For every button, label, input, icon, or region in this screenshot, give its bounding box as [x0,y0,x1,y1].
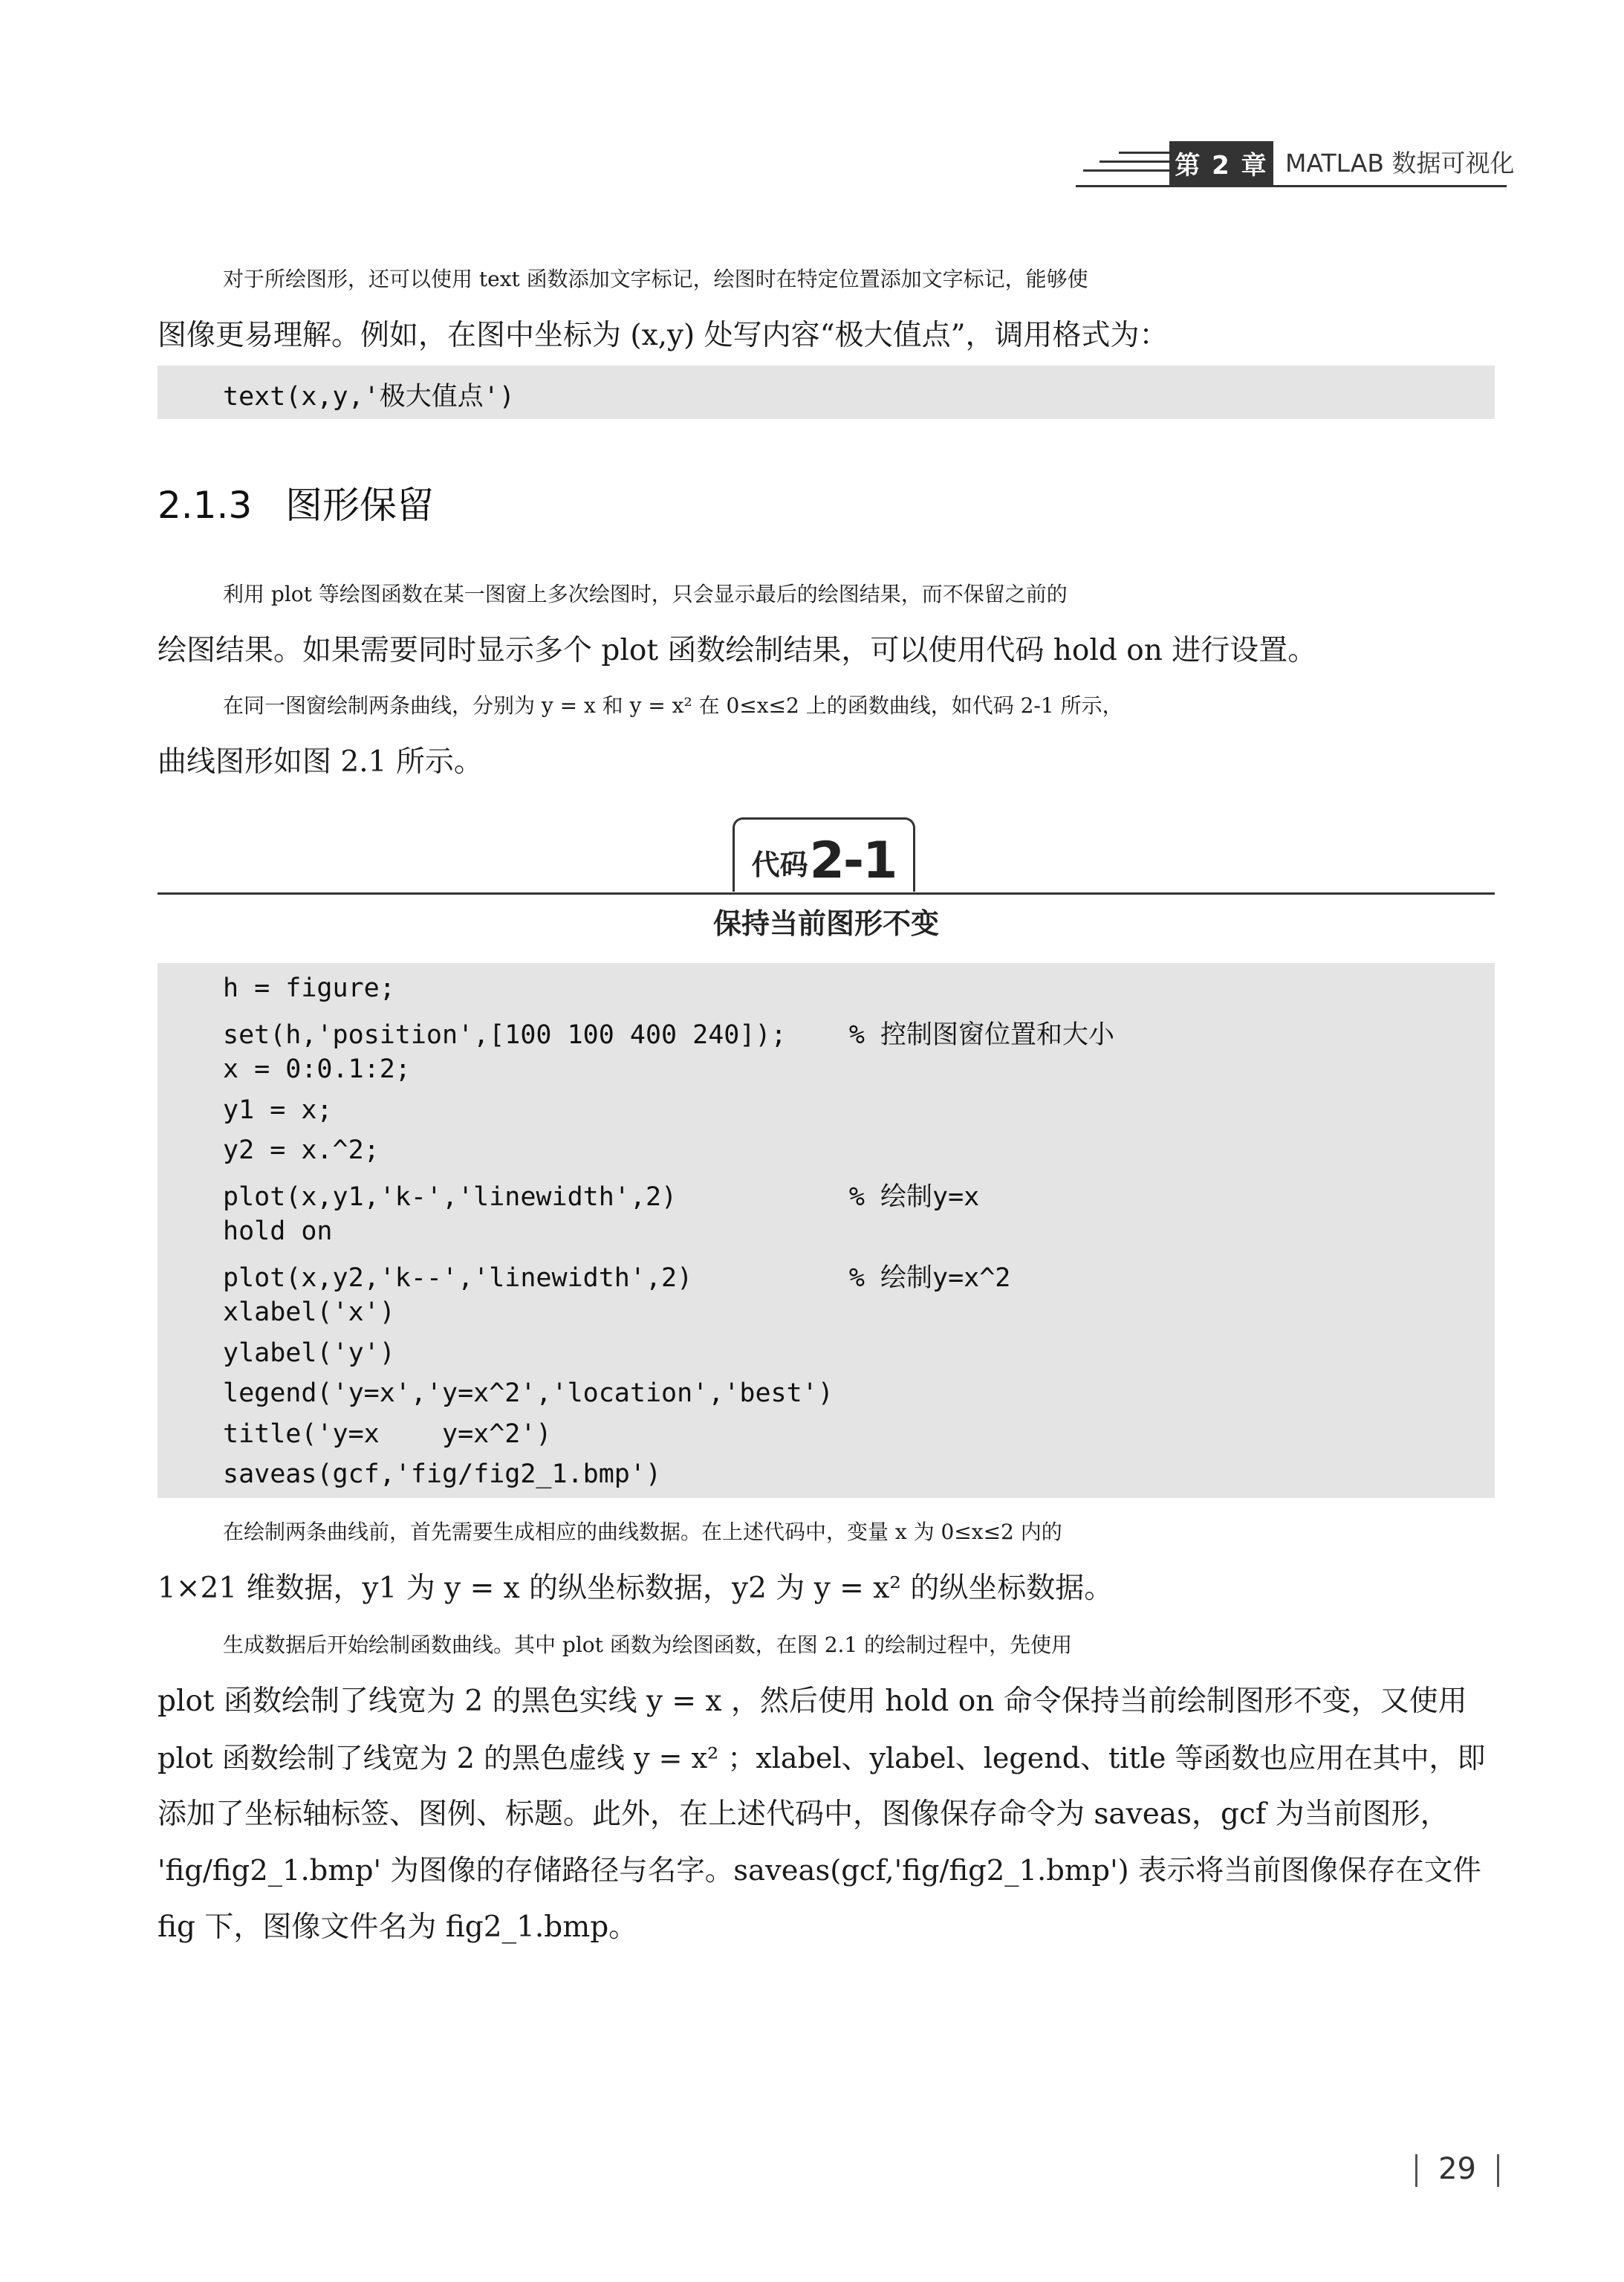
header-rule [1076,185,1507,187]
text-line: 利用 plot 等绘图函数在某一图窗上多次绘图时，只会显示最后的绘图结果，而不保留之前的 [223,582,1068,606]
code-line: set(h,'position',[100 100 400 240]); % 控制图窗位置和大小 [223,1020,1115,1050]
listing-tab-number: 2-1 [809,832,897,890]
text-line: plot 函数绘制了线宽为 2 的黑色虚线 y = x² ；xlabel、ylabel、legend、title 等函数也应用在其中，即 [157,1742,1486,1774]
code-listing [157,963,1495,1498]
listing-rule [157,892,1495,895]
running-header [1076,141,1515,187]
text-line: 对于所绘图形，还可以使用 text 函数添加文字标记，绘图时在特定位置添加文字标记，能够使 [223,267,1088,291]
code-line: hold on [223,1216,333,1246]
chapter-badge: 第 2 章 [1169,141,1273,185]
page-number-block [1394,2152,1520,2187]
section-heading [157,476,434,529]
page-number: 29 [1438,2152,1476,2186]
text-line: 在同一图窗绘制两条曲线，分别为 y = x 和 y = x² 在 0≤x≤2 上的函数曲线，如代码 2-1 所示， [223,693,1123,718]
page-number-divider [1415,2154,1417,2187]
code-line: text(x,y,'极大值点') [223,382,515,412]
text-line: 生成数据后开始绘制函数曲线。其中 plot 函数为绘图函数，在图 2.1 的绘制过程中，先使用 [223,1633,1073,1657]
code-line: ylabel('y') [223,1338,395,1368]
paragraph-plotting [157,1617,1495,1956]
listing-caption: 保持当前图形不变 [712,907,939,940]
page-number-divider [1497,2154,1499,2187]
text-line: 添加了坐标轴标签、图例、标题。此外，在上述代码中，图像保存命令为 saveas，gcf 为当前图形， [157,1798,1449,1831]
text-line: 绘图结果。如果需要同时显示多个 plot 函数绘制结果，可以使用代码 hold on 进行设置。 [157,634,1317,667]
code-line: xlabel('x') [223,1297,395,1327]
section-title: 图形保留 [285,484,434,527]
text-line: 1×21 维数据，y1 为 y = x 的纵坐标数据，y2 为 y = x² 的纵坐标数据。 [157,1572,1114,1605]
code-line: y2 = x.^2; [223,1135,380,1165]
text-line: plot 函数绘制了线宽为 2 的黑色实线 y = x ，然后使用 hold on 命令保持当前绘制图形不变，又使用 [157,1685,1467,1718]
text-line: 在绘制两条曲线前，首先需要生成相应的曲线数据。在上述代码中，变量 x 为 0≤x≤2 内的 [223,1520,1062,1544]
text-line: 图像更易理解。例如，在图中坐标为 (x,y) 处写内容“极大值点”，调用格式为： [157,319,1169,352]
listing-tab [733,817,915,892]
chapter-title: MATLAB 数据可视化 [1285,149,1515,178]
code-line: title('y=x y=x^2') [223,1419,552,1449]
paragraph-text-function [157,251,1495,364]
text-line: fig 下，图像文件名为 fig2_1.bmp。 [157,1910,638,1944]
text-line: 'fig/fig2_1.bmp' 为图像的存储路径与名字。saveas(gcf,'fig/fig2_1.bmp') 表示将当前图像保存在文件 [157,1854,1481,1887]
code-line: y1 = x; [223,1095,333,1125]
code-line: legend('y=x','y=x^2','location','best') [223,1378,834,1408]
code-block-text [157,366,1495,419]
paragraph-two-curves [157,678,1495,791]
text-line: 曲线图形如图 2.1 所示。 [157,745,483,779]
code-line: plot(x,y2,'k--','linewidth',2) % 绘制y=x^2 [223,1262,1011,1293]
paragraph-data [157,1504,1495,1617]
code-line: x = 0:0.1:2; [223,1054,411,1084]
header-decor-lines [1076,152,1171,181]
code-line: saveas(gcf,'fig/fig2_1.bmp') [223,1459,662,1489]
code-line: h = figure; [223,973,395,1003]
section-number: 2.1.3 [157,484,253,527]
code-line: plot(x,y1,'k-','linewidth',2) % 绘制y=x [223,1181,980,1212]
listing-tab-prefix: 代码 [751,849,808,881]
paragraph-hold-on [157,566,1495,679]
